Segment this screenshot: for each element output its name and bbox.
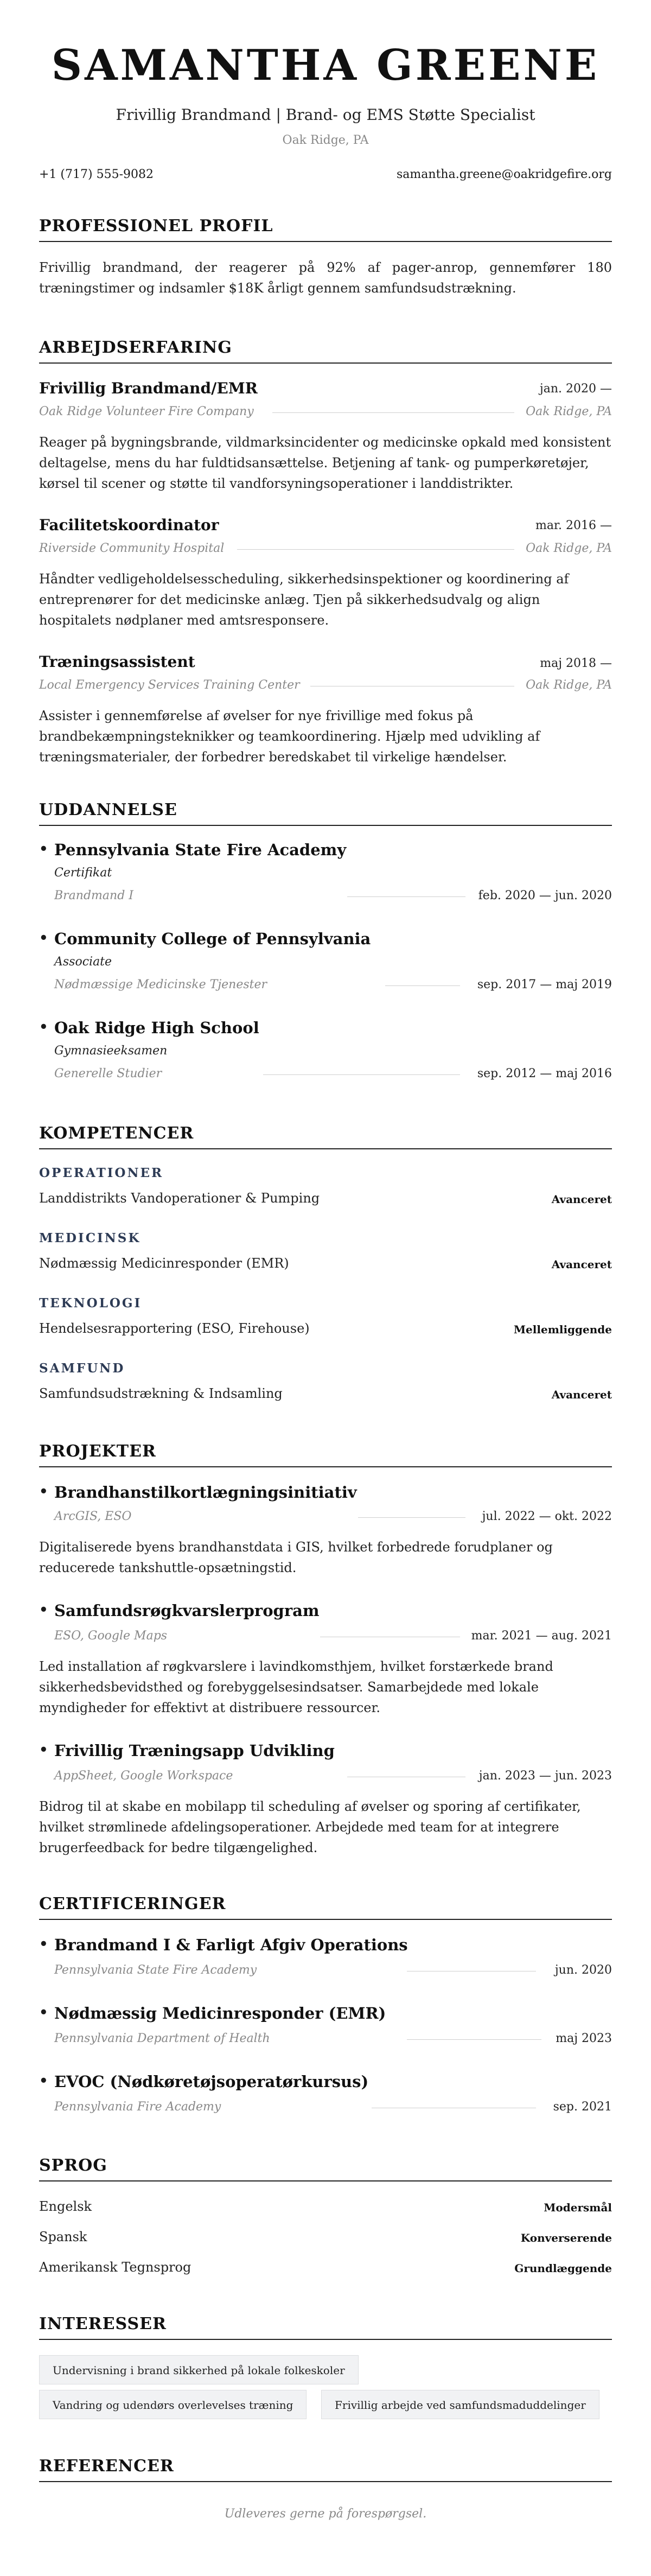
job-description: Reager på bygningsbrande, vildmarksincidenter og medicinske opkald med konsistent deltagelse, mens du har fuldtidsansættelse. Betjening af tank- og pumperkøretøjer, kørsel til scener og støtte til vandforsyningsoperationer i landdistrikter.: [39, 435, 611, 491]
job-organization: Riverside Community Hospital: [39, 542, 225, 555]
job-title: Frivillig Brandmand/EMR: [39, 379, 258, 397]
skill-name: Samfundsudstrækning & Indsamling: [39, 1386, 283, 1401]
job-date: jan. 2020 —: [539, 382, 612, 396]
education-meta-row: [54, 979, 612, 993]
bullet-dot: •: [39, 1936, 48, 1952]
section-title-experience: ARBEJDSERFARING: [39, 340, 612, 364]
degree: Gymnasieeksamen: [54, 1044, 168, 1058]
job-title: Træningsassistent: [39, 653, 195, 671]
skill-level: Avanceret: [551, 1258, 612, 1271]
project-tools: AppSheet, Google Workspace: [54, 1769, 233, 1783]
education-dates: sep. 2017 — maj 2019: [477, 978, 612, 991]
section-title-interests: INTERESSER: [39, 2316, 612, 2340]
leader-line: [237, 549, 514, 550]
job-org-row: [39, 406, 612, 420]
skill-name: Landdistrikts Vandoperationer & Pumping: [39, 1191, 320, 1206]
degree: Certifikat: [54, 866, 112, 880]
job-description: Assister i gennemførelse af øvelser for nye frivillige med fokus på brandbekæmpningsteknikker og teamkoordinering. Hjælp med udvikling af træningsmaterialer, der forbedrer beredskabet til virkelige hændelser.: [39, 708, 540, 765]
skill-category: OPERATIONER: [39, 1166, 164, 1180]
education-meta-row: [54, 890, 612, 904]
bullet-dot: •: [39, 2005, 48, 2021]
project-dates: jan. 2023 — jun. 2023: [478, 1769, 612, 1783]
project-dates: mar. 2021 — aug. 2021: [471, 1629, 612, 1643]
interest-tag: Frivillig arbejde ved samfundsmaduddelinger: [321, 2390, 599, 2419]
section-title-languages: SPROG: [39, 2158, 612, 2181]
project-description: Led installation af røgkvarslere i lavindkomsthjem, hvilket forstærkede brand sikkerhedsbevidsthed og forebyggelsesindsatser. Samarbejdede med lokale myndigheder for effektivt at distribuere ressourcer.: [39, 1659, 553, 1715]
certification-date: sep. 2021: [553, 2100, 612, 2114]
skill-level: Avanceret: [551, 1193, 612, 1206]
leader-line: [385, 985, 460, 986]
leader-line: [407, 2039, 541, 2040]
bullet-dot: •: [39, 930, 48, 946]
project-name: Frivillig Træningsapp Udvikling: [54, 1741, 335, 1760]
candidate-headline: Frivillig Brandmand | Brand- og EMS Støtte Specialist: [116, 106, 535, 124]
leader-line: [358, 1517, 465, 1518]
section-title-skills: KOMPETENCER: [39, 1125, 612, 1149]
project-meta-row: [54, 1511, 612, 1525]
certification-issuer: Pennsylvania State Fire Academy: [54, 1963, 257, 1977]
school-name: Pennsylvania State Fire Academy: [54, 841, 347, 859]
certification-issuer: Pennsylvania Department of Health: [54, 2032, 270, 2045]
language-level: Konverserende: [520, 2231, 612, 2244]
candidate-location: Oak Ridge, PA: [282, 133, 369, 147]
school-name: Community College of Pennsylvania: [54, 930, 371, 948]
bullet-dot: •: [39, 1742, 48, 1758]
job-location: Oak Ridge, PA: [526, 405, 612, 418]
certification-meta-row: [54, 1964, 612, 1979]
section-title-projects: PROJEKTER: [39, 1443, 612, 1467]
language-name: Spansk: [39, 2229, 87, 2244]
job-location: Oak Ridge, PA: [526, 542, 612, 555]
job-description: Håndter vedligeholdelsesscheduling, sikkerhedsinspektioner og koordinering af entreprenører for det medicinske anlæg. Tjen på sikkerhedsudvalg og align hospitalets nødplaner med amtsresponsere.: [39, 571, 569, 628]
leader-line: [263, 1074, 460, 1075]
skill-name: Nødmæssig Medicinresponder (EMR): [39, 1256, 289, 1271]
skill-name: Hendelsesrapportering (ESO, Firehouse): [39, 1321, 310, 1336]
bullet-dot: •: [39, 841, 48, 857]
references-note: Udleveres gerne på forespørgsel.: [224, 2507, 427, 2521]
section-title-education: UDDANNELSE: [39, 802, 612, 826]
job-org-row: [39, 679, 612, 694]
bullet-dot: •: [39, 2073, 48, 2089]
language-level: Modersmål: [544, 2201, 612, 2214]
job-title: Facilitetskoordinator: [39, 516, 219, 534]
project-description: Digitaliserede byens brandhanstdata i GIS, hvilket forbedrede forudplaner og reducerede tankshuttle-opsætningstid.: [39, 1540, 553, 1575]
leader-line: [272, 412, 514, 413]
field-of-study: Generelle Studier: [54, 1067, 162, 1080]
certification-meta-row: [54, 2033, 612, 2047]
project-tools: ESO, Google Maps: [54, 1629, 168, 1643]
interest-tag: Undervisning i brand sikkerhed på lokale folkeskoler: [39, 2355, 359, 2384]
certification-date: jun. 2020: [554, 1963, 612, 1977]
skill-category: MEDICINSK: [39, 1231, 141, 1245]
bullet-dot: •: [39, 1484, 48, 1500]
certification-meta-row: [54, 2101, 612, 2115]
skill-level: Avanceret: [551, 1388, 612, 1401]
job-org-row: [39, 543, 612, 557]
education-dates: feb. 2020 — jun. 2020: [478, 889, 612, 902]
certification-name: EVOC (Nødkøretøjsoperatørkursus): [54, 2072, 369, 2091]
project-tools: ArcGIS, ESO: [54, 1510, 132, 1523]
education-meta-row: [54, 1068, 612, 1082]
bullet-dot: •: [39, 1602, 48, 1618]
skill-category: SAMFUND: [39, 1361, 125, 1376]
skill-category: TEKNOLOGI: [39, 1296, 142, 1311]
interest-tag: Vandring og udendørs overlevelses træning: [39, 2390, 307, 2419]
section-title-profile: PROFESSIONEL PROFIL: [39, 218, 612, 242]
candidate-name: SAMANTHA GREENE: [51, 41, 600, 90]
school-name: Oak Ridge High School: [54, 1019, 259, 1037]
language-name: Amerikansk Tegnsprog: [39, 2260, 192, 2275]
job-location: Oak Ridge, PA: [526, 678, 612, 692]
job-organization: Local Emergency Services Training Center: [39, 678, 300, 692]
project-meta-row: [54, 1630, 612, 1644]
section-title-certifications: CERTIFICERINGER: [39, 1896, 612, 1920]
project-meta-row: [54, 1770, 612, 1784]
bullet-dot: •: [39, 1019, 48, 1035]
email-address[interactable]: samantha.greene@oakridgefire.org: [397, 168, 612, 181]
project-name: Samfundsrøgkvarslerprogram: [54, 1601, 320, 1620]
project-dates: jul. 2022 — okt. 2022: [482, 1510, 612, 1523]
education-dates: sep. 2012 — maj 2016: [477, 1067, 612, 1080]
section-title-references: REFERENCER: [39, 2458, 612, 2482]
degree: Associate: [54, 955, 112, 969]
project-description: Bidrog til at skabe en mobilapp til scheduling af øvelser og sporing af certifikater, hvilket strømlinede afdelingsoperationer. Arbejdede med team for at integrere brugerfeedback for bedre tilgængelighed.: [39, 1799, 581, 1855]
profile-summary: Frivillig brandmand, der reagerer på 92% af pager-anrop, gennemfører 180 træningstimer og indsamler $18K årligt gennem samfundsudstrækning.: [39, 260, 612, 296]
certification-name: Brandmand I & Farligt Afgiv Operations: [54, 1936, 408, 1954]
certification-name: Nødmæssig Medicinresponder (EMR): [54, 2004, 386, 2022]
phone-number[interactable]: +1 (717) 555-9082: [39, 168, 154, 181]
certification-issuer: Pennsylvania Fire Academy: [54, 2100, 221, 2114]
skill-level: Mellemliggende: [513, 1323, 612, 1336]
leader-line: [347, 896, 465, 897]
job-date: mar. 2016 —: [535, 519, 612, 532]
certification-date: maj 2023: [556, 2032, 612, 2045]
job-organization: Oak Ridge Volunteer Fire Company: [39, 405, 254, 418]
field-of-study: Nødmæssige Medicinske Tjenester: [54, 978, 267, 991]
job-date: maj 2018 —: [540, 657, 612, 670]
field-of-study: Brandmand I: [54, 889, 133, 902]
language-level: Grundlæggende: [514, 2262, 612, 2275]
project-name: Brandhanstilkortlægningsinitiativ: [54, 1483, 357, 1502]
language-name: Engelsk: [39, 2199, 92, 2214]
